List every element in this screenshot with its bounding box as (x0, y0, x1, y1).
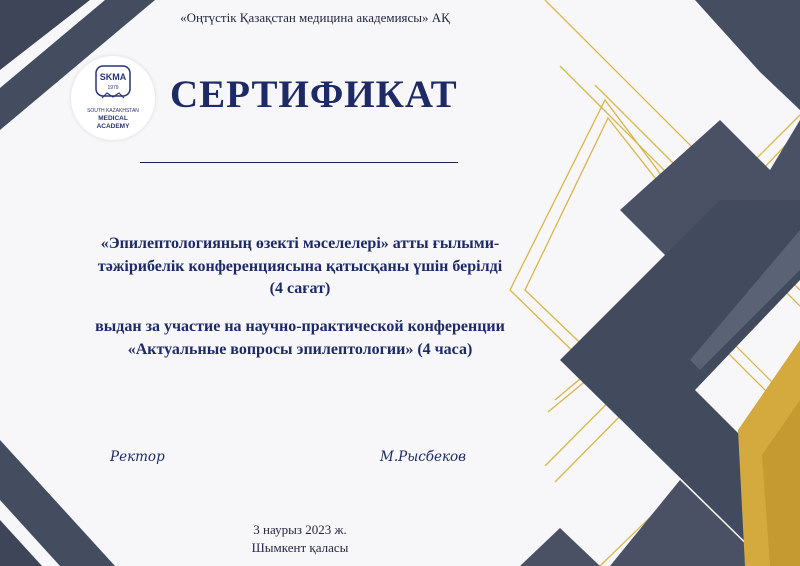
kazakh-line-3: (4 сағат) (269, 280, 331, 297)
logo-abbr: SKMA (99, 72, 127, 82)
right-upper-chevron-top (695, 0, 800, 110)
kazakh-line-1: «Эпилептологияның өзекті мәселелері» атты ғылыми- (100, 235, 500, 252)
russian-line-2: «Актуальные вопросы эпилептологии» (4 часа) (127, 340, 473, 358)
logo-line1: SOUTH KAZAKHSTAN (87, 108, 139, 114)
logo-year: 1979 (107, 85, 119, 91)
russian-line-1: выдан за участие на научно-практической конференции (95, 318, 505, 335)
bottom-right-small (520, 528, 600, 566)
logo-line2: MEDICAL (98, 115, 128, 122)
logo-line3: ACADEMY (96, 123, 130, 130)
recipient-name-line (140, 162, 458, 163)
signature-role: Ректор (110, 449, 165, 465)
certificate-title: СЕРТИФИКАТ (170, 73, 458, 116)
academy-logo (71, 56, 155, 140)
russian-description (20, 316, 580, 361)
kazakh-description (20, 233, 580, 301)
organization-name: «Оңтүстік Қазақстан медицина академиясы» АҚ (180, 10, 450, 25)
kazakh-line-2: тәжірибелік конференциясына қатысқаны үшін берілді (97, 257, 503, 275)
academy-emblem-icon (71, 56, 155, 140)
issue-city: Шымкент қаласы (251, 540, 349, 555)
signature-name: М.Рысбеков (380, 449, 467, 465)
issue-date: 3 наурыз 2023 ж. (253, 522, 347, 537)
